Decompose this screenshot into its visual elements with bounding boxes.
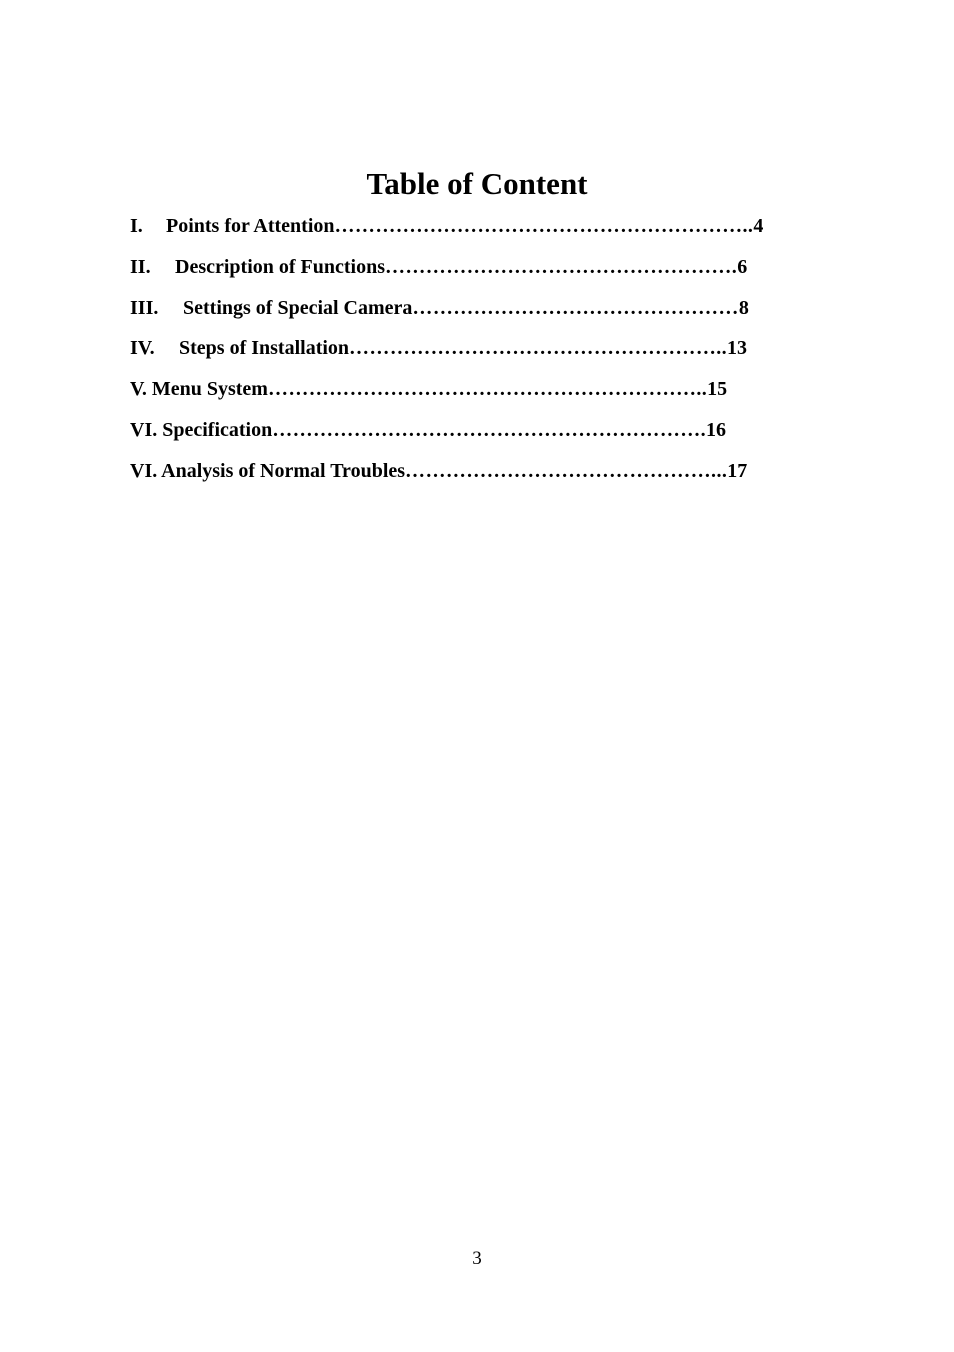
toc-entry-description-of-functions[interactable] xyxy=(130,254,747,280)
toc-leader-dots: ……………………………………………. xyxy=(385,256,738,278)
toc-leader-dots: ……………………………………………….. xyxy=(349,337,728,359)
toc-entry-label: Points for Attention xyxy=(166,215,335,237)
toc-entry-page: 17 xyxy=(727,460,748,482)
toc-entry-number: IV. xyxy=(130,337,155,359)
toc-leader-dots: ……………………………………………………….. xyxy=(267,378,708,400)
toc-entry-points-for-attention[interactable] xyxy=(130,213,763,239)
toc-entry-page: 8 xyxy=(738,297,749,319)
toc-entry-menu-system[interactable] xyxy=(130,376,727,402)
toc-entry-label: V. Menu System xyxy=(130,378,268,400)
toc-entry-analysis-of-normal-troubles[interactable] xyxy=(130,458,747,484)
toc-leader-dots: ………………………………………… xyxy=(412,297,739,319)
toc-entry-steps-of-installation[interactable] xyxy=(130,335,747,361)
toc-entry-label: Settings of Special Camera xyxy=(183,297,413,319)
toc-entry-number: II. xyxy=(130,256,151,278)
toc-entry-settings-of-special-camera[interactable] xyxy=(130,295,749,321)
toc-leader-dots: …………………………………………………….. xyxy=(334,215,754,237)
toc-entry-label: Description of Functions xyxy=(175,256,385,278)
toc-leader-dots: ………………………………………... xyxy=(405,460,728,482)
toc-entry-number: I. xyxy=(130,215,143,237)
toc-leader-dots: ………………………………………………………. xyxy=(272,419,707,441)
toc-entry-page: 4 xyxy=(753,215,764,237)
toc-entry-page: 13 xyxy=(727,337,748,359)
toc-entry-label: VI. Analysis of Normal Troubles xyxy=(130,460,406,482)
toc-entry-label: Steps of Installation xyxy=(179,337,350,359)
toc-entry-page: 16 xyxy=(706,419,727,441)
toc-entry-label: VI. Specification xyxy=(130,419,273,441)
toc-title: Table of Content xyxy=(366,166,588,201)
toc-entry-page: 15 xyxy=(707,378,728,400)
page-number: 3 xyxy=(472,1248,482,1269)
toc-entry-specification[interactable] xyxy=(130,417,726,443)
toc-entry-number: III. xyxy=(130,297,159,319)
toc-entry-page: 6 xyxy=(737,256,748,278)
